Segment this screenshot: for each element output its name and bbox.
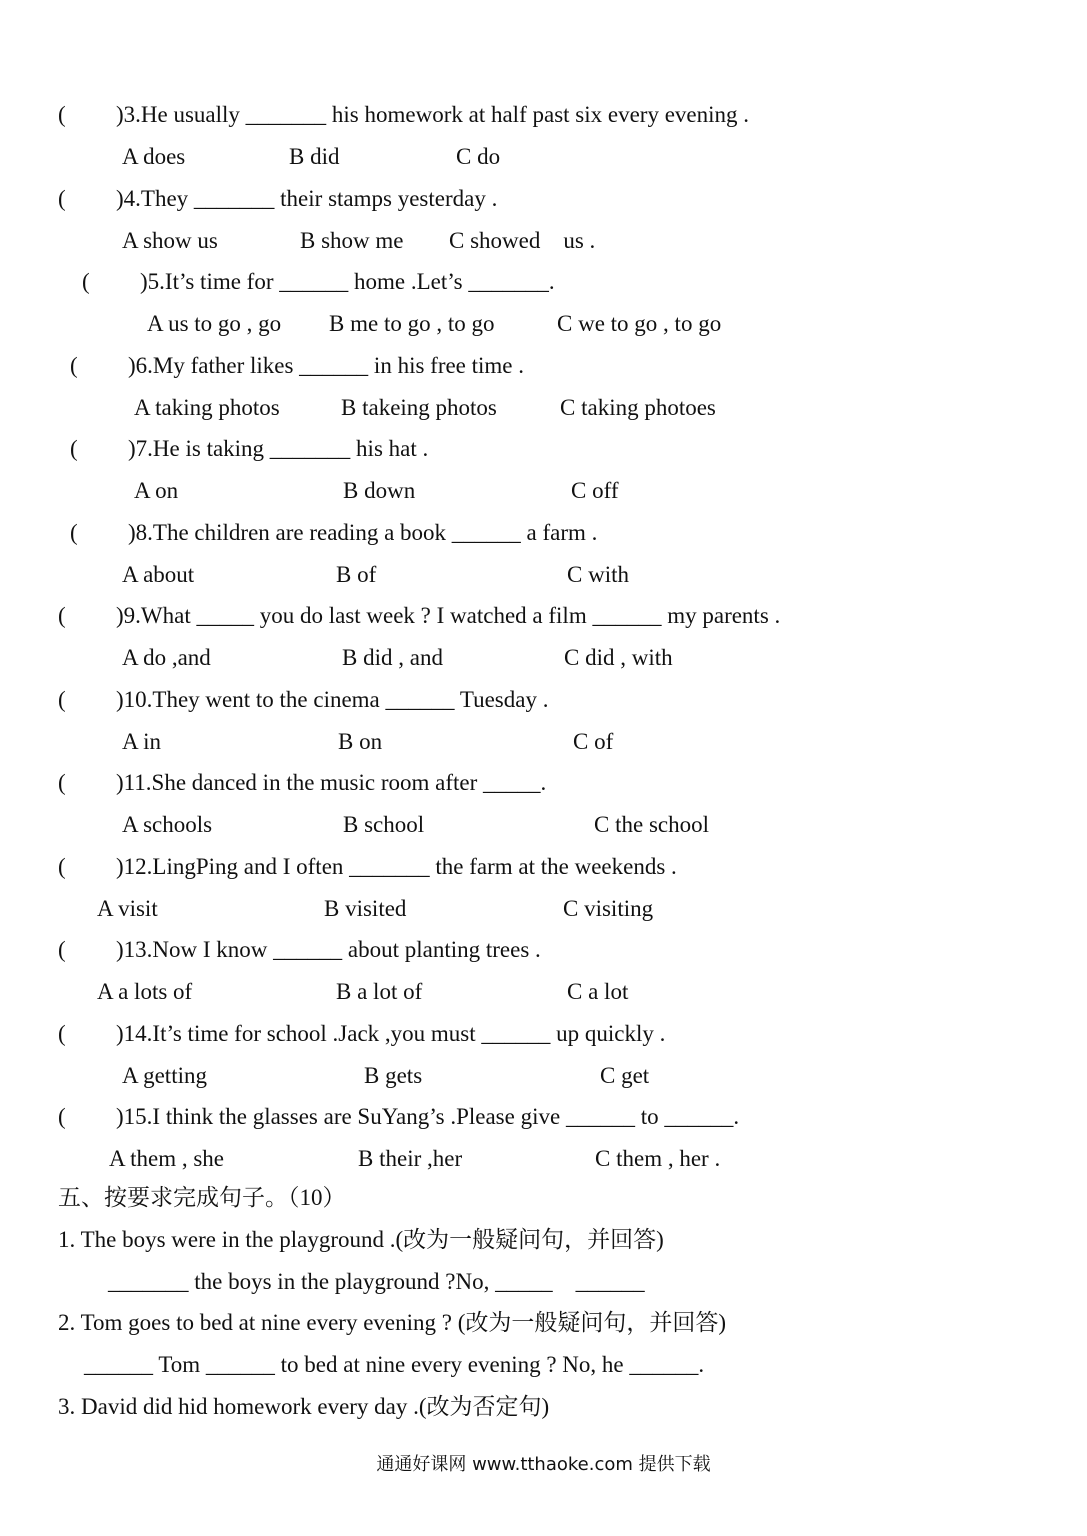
answer-paren: ( [58,770,66,795]
question-stem: )11.She danced in the music room after _____. [116,770,547,795]
instruction-text: 3. David did hid homework every day .(改为否定句) [58,1394,550,1419]
question-stem: )14.It’s time for school .Jack ,you must ______ up quickly . [116,1021,666,1046]
answer-option: B did , and [342,645,443,670]
answer-option: A does [122,144,186,169]
answer-option: A do ,and [122,645,211,670]
answer-option: B their ,her [358,1146,463,1171]
question-stem: )9.What _____ you do last week ? I watched a film ______ my parents . [116,603,781,628]
answer-option: B show me [300,228,404,253]
answer-option: A on [134,478,179,503]
answer-option: C off [571,478,619,503]
answer-paren: ( [58,102,66,127]
answer-paren: ( [58,1104,66,1129]
question-stem: )13.Now I know ______ about planting trees . [116,937,541,962]
answer-option: A show us [122,228,218,253]
answer-option: A them , she [109,1146,224,1171]
answer-paren: ( [58,603,66,628]
answer-option: A schools [122,812,213,837]
answer-option: C taking photoes [560,395,716,420]
section-title: 五、按要求完成句子。（10） [58,1185,346,1210]
answer-paren: ( [58,854,66,879]
answer-option: B me to go , to go [329,311,495,336]
question-stem: )4.They _______ their stamps yesterday . [116,186,498,211]
answer-option: B school [343,812,425,837]
answer-option: B a lot of [336,979,423,1004]
answer-paren: ( [70,436,78,461]
answer-option: A visit [97,896,158,921]
answer-option: C them , her . [595,1146,721,1171]
answer-option: C did , with [564,645,673,670]
answer-option: A getting [122,1063,207,1088]
answer-paren: ( [58,1021,66,1046]
instruction-text: 2. Tom goes to bed at nine every evening ? (改为一般疑问句，并回答) [58,1310,727,1335]
answer-option: B gets [364,1063,423,1088]
question-stem: )6.My father likes ______ in his free time . [128,353,525,378]
answer-option: B visited [324,896,407,921]
answer-template: _______ the boys in the playground ?No, _____ ______ [108,1269,645,1294]
answer-option: B on [338,729,383,754]
answer-template: ______ Tom ______ to bed at nine every evening ? No, he ______. [84,1352,705,1377]
answer-option: B did [289,144,340,169]
answer-paren: ( [70,520,78,545]
answer-option: C the school [594,812,709,837]
answer-option: C get [600,1063,650,1088]
answer-option: A about [122,562,195,587]
question-stem: )10.They went to the cinema ______ Tuesday . [116,687,549,712]
answer-option: C showed us . [449,228,596,253]
question-stem: )8.The children are reading a book ______ a farm . [128,520,598,545]
answer-paren: ( [70,353,78,378]
answer-paren: ( [58,186,66,211]
question-stem: )15.I think the glasses are SuYang’s .Please give ______ to ______. [116,1104,740,1129]
answer-option: C visiting [563,896,654,921]
question-stem: )12.LingPing and I often _______ the farm at the weekends . [116,854,677,879]
answer-option: B takeing photos [341,395,497,420]
answer-option: C we to go , to go [557,311,722,336]
answer-option: C of [573,729,614,754]
instruction-text: 1. The boys were in the playground .(改为一般疑问句，并回答) [58,1227,664,1252]
answer-option: C a lot [567,979,629,1004]
answer-paren: ( [58,937,66,962]
answer-option: B down [343,478,416,503]
question-stem: )7.He is taking _______ his hat . [128,436,429,461]
answer-option: A taking photos [134,395,280,420]
answer-option: A a lots of [97,979,193,1004]
footer-text: 通通好课网 www.tthaoke.com 提供下载 [376,1454,711,1475]
question-stem: )3.He usually _______ his homework at half past six every evening . [116,102,750,127]
answer-paren: ( [58,687,66,712]
answer-option: C do [456,144,501,169]
answer-paren: ( [82,269,90,294]
answer-option: A in [122,729,161,754]
question-stem: )5.It’s time for ______ home .Let’s _______. [140,269,555,294]
answer-option: B of [336,562,377,587]
answer-option: A us to go , go [147,311,282,336]
answer-option: C with [567,562,629,587]
